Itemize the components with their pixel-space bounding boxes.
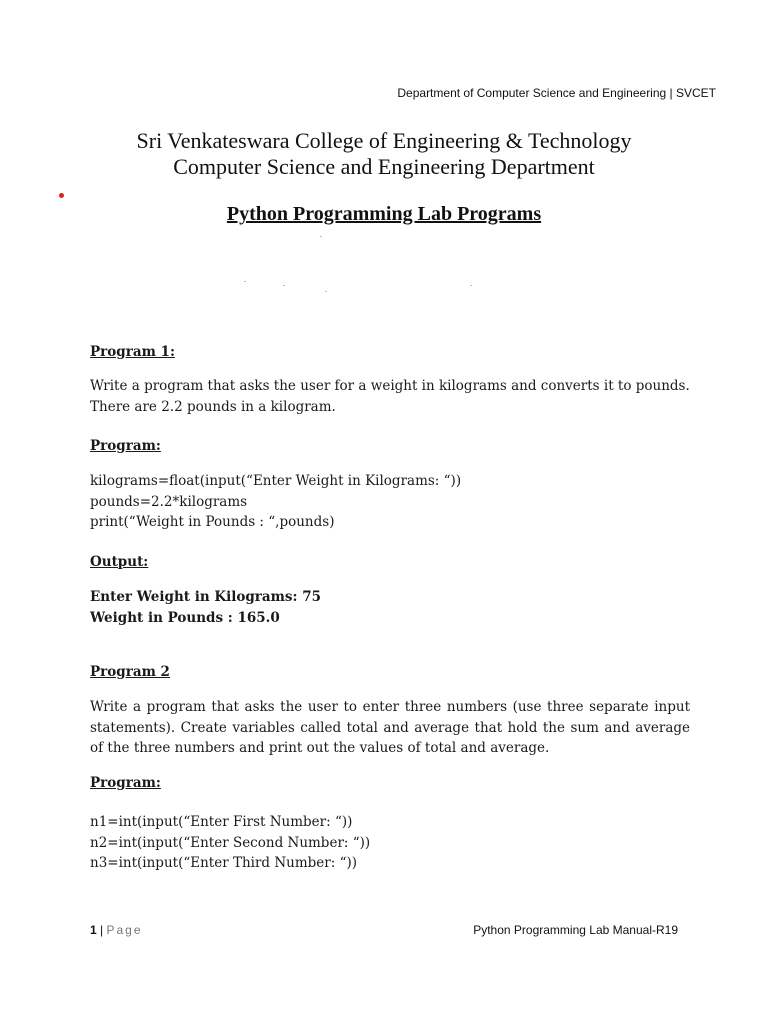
program1-description-block <box>90 376 690 417</box>
scan-speck <box>470 285 472 286</box>
code-line: print(“Weight in Pounds : “,pounds) <box>90 514 335 530</box>
scan-speck <box>325 291 327 292</box>
manual-title-footer: Python Programming Lab Manual-R19 <box>473 923 678 937</box>
program2-heading-block <box>90 661 690 680</box>
program1-heading: Program 1: <box>90 344 175 360</box>
code-line: n2=int(input(“Enter Second Number: “)) <box>90 834 371 851</box>
running-header: Department of Computer Science and Engineering | SVCET <box>397 86 716 100</box>
document-title: Python Programming Lab Programs <box>226 203 542 225</box>
code-line: kilograms=float(input(“Enter Weight in Kilograms: “)) <box>90 473 462 489</box>
program1-program-heading-block <box>90 435 690 454</box>
program1-description: Write a program that asks the user for a weight in kilograms and converts it to pounds. There are 2.2 pounds in a kilogram. <box>90 378 690 415</box>
college-name: Sri Venkateswara College of Engineering & Technology <box>136 128 632 153</box>
page-footer-number <box>90 923 143 937</box>
program2-code <box>90 812 690 874</box>
page-label: Page <box>106 923 143 937</box>
scan-speck <box>320 236 322 237</box>
page-number: 1 <box>90 923 97 937</box>
program1-output-heading-block <box>90 551 690 570</box>
program1-output <box>90 587 690 628</box>
program1-code <box>90 471 690 533</box>
program2-description: Write a program that asks the user to enter three numbers (use three separate input statements). Create variables called total and average that hold the sum and average of the three numbers and print out the values of total and average. <box>90 699 690 756</box>
program1-heading-block <box>90 341 690 360</box>
program2-description-block <box>90 697 690 759</box>
program1-program-heading: Program: <box>90 438 161 454</box>
red-mark <box>59 193 64 198</box>
output-line: Enter Weight in Kilograms: 75 <box>90 589 322 605</box>
scan-speck <box>283 285 285 286</box>
output-line: Weight in Pounds : 165.0 <box>90 609 280 626</box>
program2-program-heading-block <box>90 772 690 791</box>
program2-program-heading: Program: <box>90 775 161 791</box>
code-line: pounds=2.2*kilograms <box>90 493 248 510</box>
footer-separator: | <box>100 923 104 937</box>
department-name: Computer Science and Engineering Department <box>173 154 595 179</box>
program1-output-heading: Output: <box>90 554 149 570</box>
code-line: n1=int(input(“Enter First Number: “)) <box>90 814 353 830</box>
code-line: n3=int(input(“Enter Third Number: “)) <box>90 855 358 871</box>
scan-speck <box>244 281 246 282</box>
program2-heading: Program 2 <box>90 664 170 680</box>
